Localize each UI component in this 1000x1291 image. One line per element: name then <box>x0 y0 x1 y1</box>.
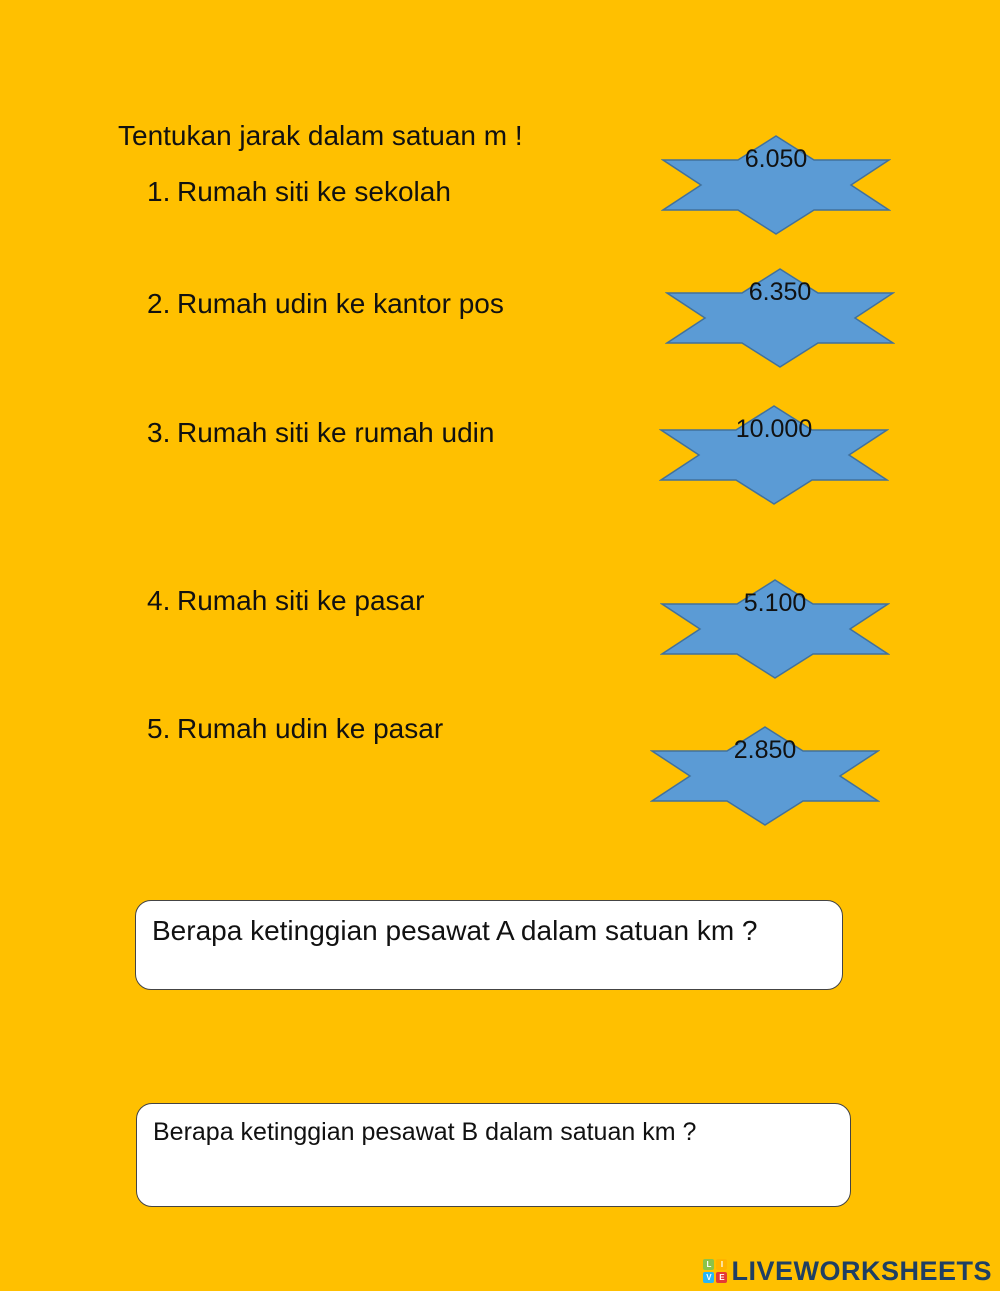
liveworksheets-logo-icon <box>703 1259 727 1283</box>
answer-value: 2.850 <box>733 736 797 764</box>
question-number: 4. <box>147 585 171 616</box>
answer-value: 6.050 <box>744 145 808 173</box>
question-text: Rumah siti ke sekolah <box>177 176 451 207</box>
question-text: Rumah siti ke pasar <box>177 585 425 616</box>
answer-box-plane-b[interactable] <box>136 1103 851 1207</box>
answer-box-prompt: Berapa ketinggian pesawat B dalam satuan km ? <box>153 1118 697 1146</box>
question-1 <box>147 176 451 208</box>
brand-text: LIVEWORKSHEETS <box>731 1255 992 1286</box>
question-number: 2. <box>147 288 171 319</box>
question-number: 1. <box>147 176 171 207</box>
answer-box-plane-a[interactable] <box>135 900 843 990</box>
answer-star-1[interactable] <box>661 135 891 235</box>
question-number: 5. <box>147 713 171 744</box>
answer-box-prompt: Berapa ketinggian pesawat A dalam satuan km ? <box>152 915 758 946</box>
answer-star-4[interactable] <box>660 579 890 679</box>
answer-star-2[interactable] <box>665 268 895 368</box>
answer-value: 5.100 <box>743 589 807 617</box>
question-2 <box>147 288 504 320</box>
logo-letter: L <box>703 1259 714 1270</box>
question-4 <box>147 585 424 617</box>
liveworksheets-logo <box>703 1256 992 1286</box>
answer-value: 6.350 <box>748 278 812 306</box>
logo-letter: E <box>716 1272 727 1283</box>
answer-star-5[interactable] <box>650 726 880 826</box>
logo-letter: V <box>703 1272 714 1283</box>
question-number: 3. <box>147 417 171 448</box>
logo-letter: I <box>716 1259 727 1270</box>
instruction-text: Tentukan jarak dalam satuan m ! <box>118 120 523 151</box>
answer-value: 10.000 <box>735 415 813 443</box>
question-text: Rumah siti ke rumah udin <box>177 417 495 448</box>
question-text: Rumah udin ke pasar <box>177 713 444 744</box>
answer-star-3[interactable] <box>659 405 889 505</box>
question-5 <box>147 713 443 745</box>
question-text: Rumah udin ke kantor pos <box>177 288 504 319</box>
question-3 <box>147 417 494 449</box>
